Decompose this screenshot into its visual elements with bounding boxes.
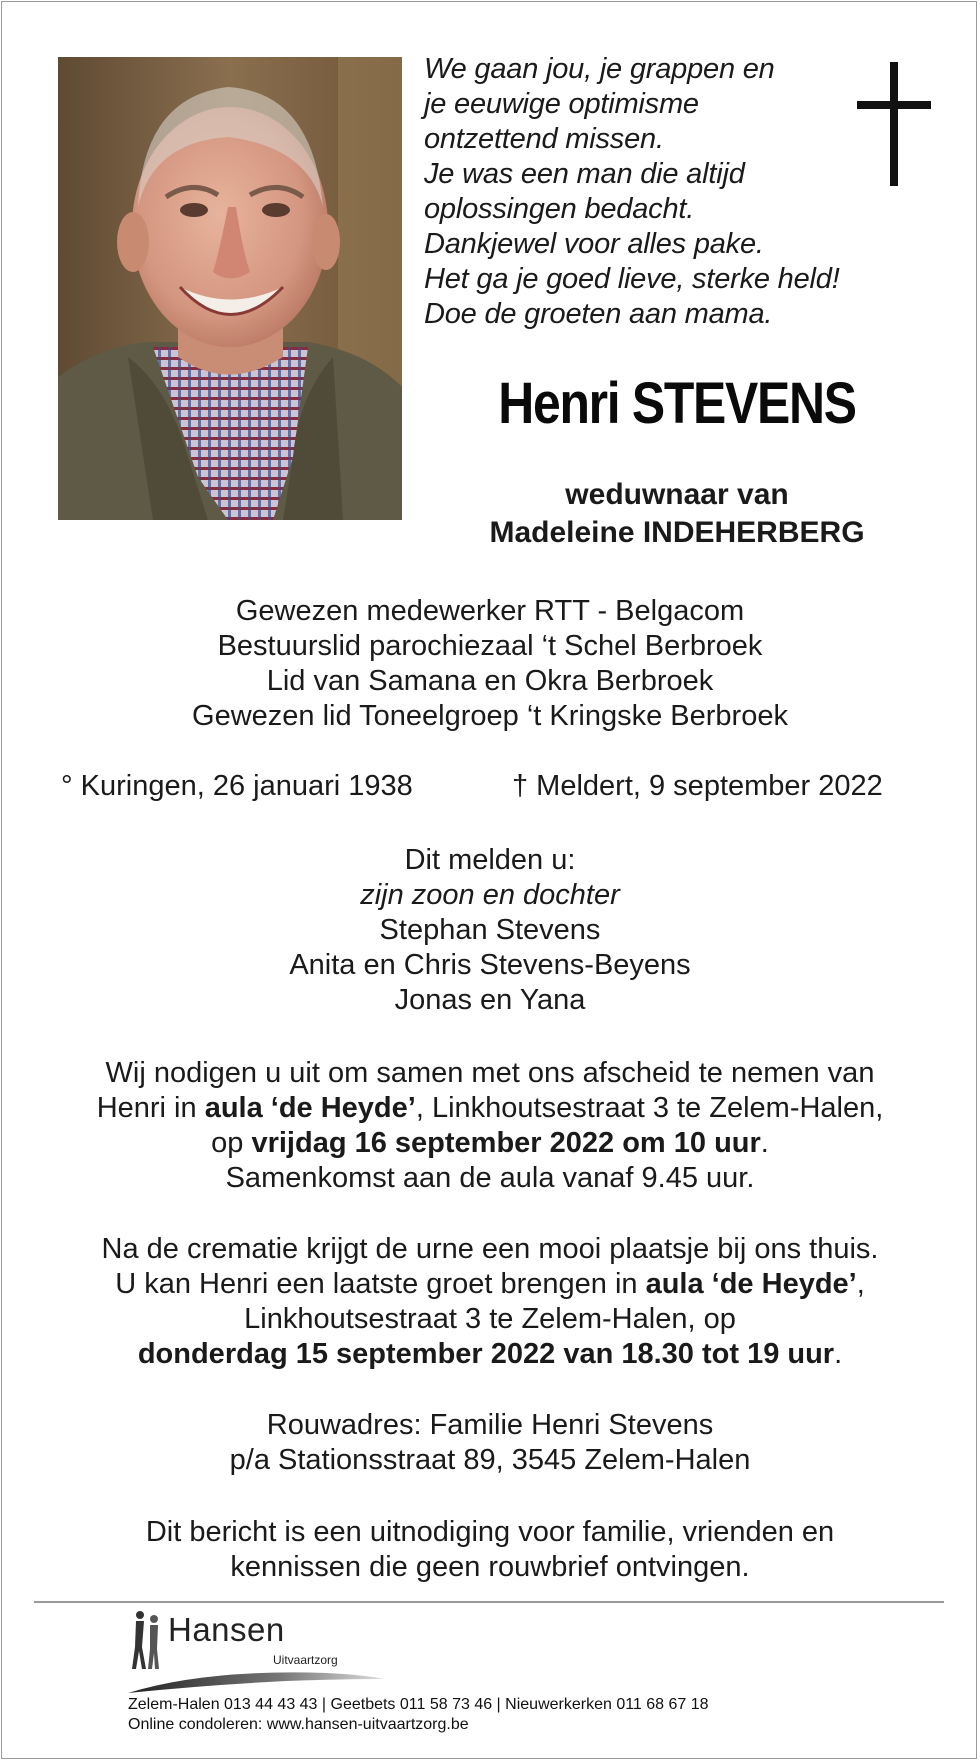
ceremony-line-2: Henri in aula ‘de Heyde’, Linkhoutsestraat 3 te Zelem-Halen, [96, 1092, 884, 1124]
poem-line: Je was een man die altijd [424, 158, 745, 190]
urn-line-1: Na de crematie krijgt de urne een mooi plaatsje bij ons thuis. [101, 1233, 879, 1265]
address-line-1: Rouwadres: Familie Henri Stevens [266, 1409, 714, 1441]
roles-list [0, 594, 980, 734]
death-date: † Meldert, 9 september 2022 [512, 770, 883, 802]
mourning-address [0, 1408, 980, 1478]
family-member: Stephan Stevens [379, 914, 601, 946]
footer-divider [34, 1601, 944, 1603]
invitation-note [0, 1515, 980, 1585]
footer-website: Online condoleren: www.hansen-uitvaartzorg.be [128, 1716, 469, 1733]
footer-phone-numbers: Zelem-Halen 013 44 43 43 | Geetbets 011 58 73 46 | Nieuwerkerken 011 68 67 18 [128, 1696, 709, 1713]
deceased-name: Henri STEVENS [498, 371, 856, 436]
spouse-info [424, 476, 930, 552]
role-line: Bestuurslid parochiezaal ‘t Schel Berbroek [217, 630, 763, 662]
ceremony-datetime: vrijdag 16 september 2022 om 10 uur [251, 1127, 761, 1159]
logo-name: Hansen [168, 1611, 285, 1648]
poem-line: je eeuwige optimisme [424, 88, 699, 120]
role-line: Gewezen lid Toneelgroep ‘t Kringske Berbroek [192, 700, 788, 732]
cross-icon [857, 62, 931, 188]
portrait-photo [58, 57, 402, 520]
spouse-relation: weduwnaar van [565, 478, 789, 511]
spouse-name: Madeleine INDEHERBERG [489, 516, 865, 549]
role-line: Lid van Samana en Okra Berbroek [266, 665, 714, 697]
family-member: Anita en Chris Stevens-Beyens [289, 949, 691, 981]
ceremony-line-1: Wij nodigen u uit om samen met ons afscheid te nemen van [105, 1057, 875, 1089]
role-line: Gewezen medewerker RTT - Belgacom [235, 595, 745, 627]
address-line-2: p/a Stationsstraat 89, 3545 Zelem-Halen [229, 1444, 751, 1476]
family-member: Jonas en Yana [394, 984, 586, 1016]
urn-line-4: donderdag 15 september 2022 van 18.30 tot 19 uur. [137, 1338, 843, 1370]
family-intro: Dit melden u: [404, 844, 576, 876]
ceremony-line-4: Samenkomst aan de aula vanaf 9.45 uur. [225, 1162, 755, 1194]
family-announcement [0, 843, 980, 1018]
urn-visit-info [0, 1232, 980, 1372]
poem-line: oplossingen bedacht. [424, 193, 695, 225]
family-relation: zijn zoon en dochter [360, 879, 620, 911]
ceremony-line-3: op vrijdag 16 september 2022 om 10 uur. [211, 1127, 769, 1159]
ceremony-invitation [0, 1056, 980, 1196]
poem-line: Het ga je goed lieve, sterke held! [424, 263, 840, 295]
birth-date: ° Kuringen, 26 januari 1938 [61, 770, 413, 802]
logo-subtitle: Uitvaartzorg [273, 1653, 338, 1667]
visit-datetime: donderdag 15 september 2022 van 18.30 tot 19 uur [137, 1338, 835, 1370]
poem [424, 52, 894, 332]
venue-name: aula ‘de Heyde’ [645, 1268, 857, 1300]
venue-name: aula ‘de Heyde’ [204, 1092, 416, 1124]
invite-line-1: Dit bericht is een uitnodiging voor familie, vrienden en [145, 1516, 835, 1548]
poem-line: We gaan jou, je grappen en [424, 53, 775, 85]
urn-line-3: Linkhoutsestraat 3 te Zelem-Halen, op [244, 1303, 736, 1335]
poem-line: Doe de groeten aan mama. [424, 298, 773, 330]
urn-line-2: U kan Henri een laatste groet brengen in aula ‘de Heyde’, [115, 1268, 865, 1300]
invite-line-2: kennissen die geen rouwbrief ontvingen. [230, 1551, 750, 1583]
poem-line: ontzettend missen. [424, 123, 664, 155]
poem-line: Dankjewel voor alles pake. [424, 228, 764, 260]
